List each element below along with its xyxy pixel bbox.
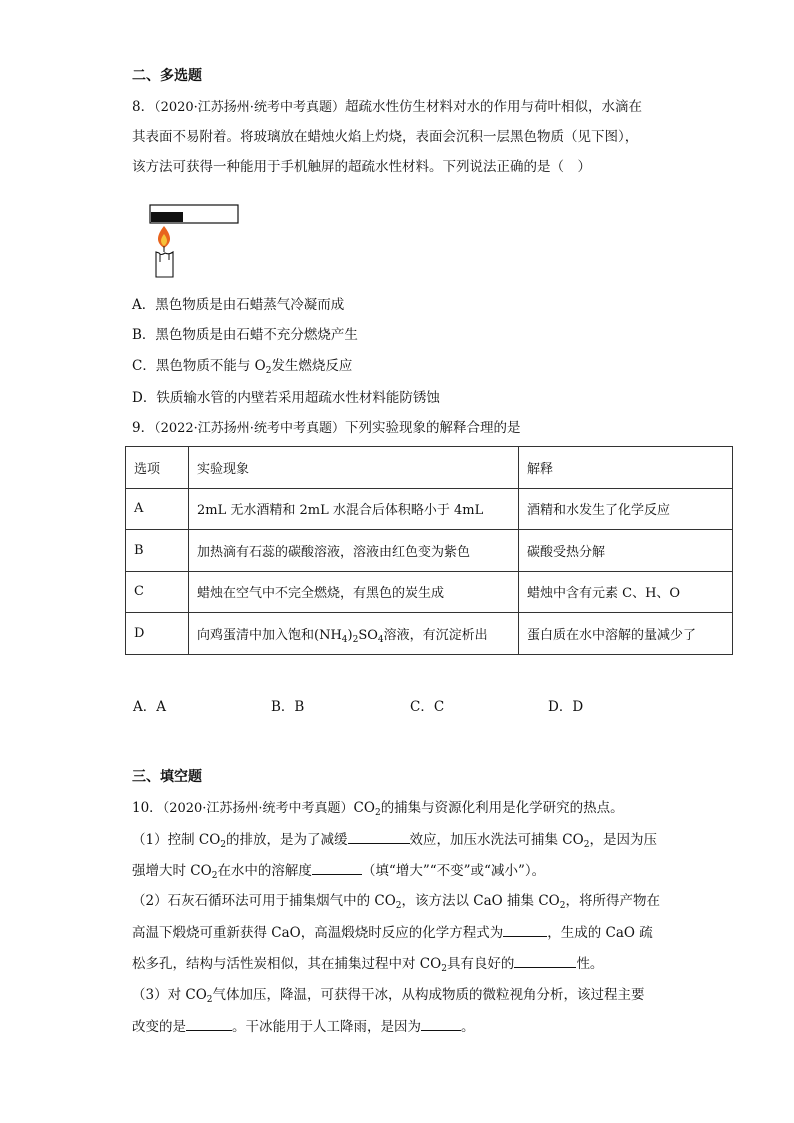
q8-option-a: A．黑色物质是由石蜡蒸气冷凝而成 bbox=[132, 297, 345, 313]
row-option: D bbox=[126, 613, 189, 655]
answer-blank[interactable] bbox=[421, 1016, 461, 1031]
q10-part1-line2: 强增大时 $CO_2$在水中的溶解度 （填“增大”“不变”或“减小”）。 bbox=[132, 860, 545, 881]
row-explanation: 蜡烛中含有元素 C、H、O bbox=[519, 571, 733, 613]
q9-answer-a: A．A bbox=[133, 699, 166, 715]
row-explanation: 蛋白质在水中溶解的量减少了 bbox=[519, 613, 733, 655]
table-row bbox=[126, 613, 733, 655]
row-phenomenon: 加热滴有石蕊的碳酸溶液，溶液由红色变为紫色 bbox=[189, 530, 519, 572]
row-option: A bbox=[126, 488, 189, 530]
header-phenomenon: 实验现象 bbox=[189, 447, 519, 489]
answer-blank[interactable] bbox=[186, 1016, 232, 1031]
question-source: （2020·江苏扬州·统考中考真题） bbox=[154, 100, 345, 115]
question-source: （2020·江苏扬州·统考中考真题） bbox=[162, 801, 354, 816]
header-option: 选项 bbox=[126, 447, 189, 489]
q9-answer-d: D．D bbox=[548, 699, 584, 715]
question-8-line-2: 其表面不易附着。将玻璃放在蜡烛火焰上灼烧，表面会沉积一层黑色物质（见下图）， bbox=[132, 129, 639, 145]
q8-option-d: D．铁质输水管的内壁若采用超疏水性材料能防锈蚀 bbox=[132, 390, 440, 406]
q10-part2-line3: 松多孔，结构与活性炭相似，其在捕集过程中对 $CO_2$具有良好的 性。 bbox=[132, 953, 603, 974]
answer-blank[interactable] bbox=[312, 860, 362, 875]
table-header-row bbox=[126, 447, 733, 489]
candle-body bbox=[156, 252, 173, 277]
row-option: B bbox=[126, 530, 189, 572]
table-row bbox=[126, 571, 733, 613]
q10-part2-line2: 高温下煅烧可重新获得 CaO，高温煅烧时反应的化学方程式为 ，生成的 CaO 疏 bbox=[132, 922, 653, 943]
q10-part3-line1: （3）对 $CO_2$气体加压，降温，可获得干冰，从构成物质的微粒视角分析，该过程主要 bbox=[132, 987, 645, 1005]
question-number: 8． bbox=[132, 99, 155, 115]
q9-answer-c: C．C bbox=[410, 699, 445, 715]
row-phenomenon: 2mL 无水酒精和 2mL 水混合后体积略小于 4mL bbox=[189, 488, 519, 530]
experiment-table bbox=[125, 446, 733, 655]
row-option: C bbox=[126, 571, 189, 613]
row-phenomenon: 蜡烛在空气中不完全燃烧，有黑色的炭生成 bbox=[189, 571, 519, 613]
q10-part1-line1: （1）控制 $CO_2$的排放，是为了减缓 效应，加压水洗法可捕集 $CO_2$，是因为压 bbox=[132, 829, 657, 850]
row-explanation: 碳酸受热分解 bbox=[519, 530, 733, 572]
question-8-line-3: 该方法可获得一种能用于手机触屏的超疏水性材料。下列说法正确的是（ ） bbox=[132, 159, 591, 175]
question-9-line bbox=[132, 418, 520, 439]
black-deposit bbox=[151, 212, 183, 222]
question-8-line-1 bbox=[132, 97, 642, 118]
header-explanation: 解释 bbox=[519, 447, 733, 489]
question-text: 超疏水性仿生材料对水的作用与荷叶相似，水滴在 bbox=[344, 99, 642, 115]
section-heading-fill-blank: 三、填空题 bbox=[132, 769, 202, 785]
section-heading-multiple-choice: 二、多选题 bbox=[132, 68, 202, 84]
question-number: 10． bbox=[132, 800, 163, 816]
q8-option-b: B．黑色物质是由石蜡不充分燃烧产生 bbox=[132, 327, 358, 343]
q10-part3-line2: 改变的是 。干冰能用于人工降雨，是因为 。 bbox=[132, 1016, 475, 1037]
row-phenomenon: 向鸡蛋清中加入饱和$(NH_4)_2SO_4$溶液，有沉淀析出 bbox=[189, 613, 519, 655]
answer-blank[interactable] bbox=[348, 829, 410, 844]
answer-blank[interactable] bbox=[514, 953, 576, 968]
candle-glass-figure bbox=[146, 202, 242, 282]
table-row bbox=[126, 488, 733, 530]
question-10-line: 10．（2020·江苏扬州·统考中考真题）$CO_2$的捕集与资源化利用是化学研究的热点。 bbox=[132, 800, 624, 818]
answer-blank[interactable] bbox=[503, 922, 547, 937]
q8-option-c: C．黑色物质不能与 $O_2$发生燃烧反应 bbox=[132, 358, 353, 376]
question-text: 下列实验现象的解释合理的是 bbox=[344, 420, 521, 436]
row-explanation: 酒精和水发生了化学反应 bbox=[519, 488, 733, 530]
q10-part2-line1: （2）石灰石循环法可用于捕集烟气中的 $CO_2$，该方法以 CaO 捕集 $CO_2$，将所得产物在 bbox=[132, 893, 660, 911]
question-source: （2022·江苏扬州·统考中考真题） bbox=[154, 421, 345, 436]
table-row bbox=[126, 530, 733, 572]
q9-answer-b: B．B bbox=[271, 699, 305, 715]
question-number: 9． bbox=[132, 420, 155, 436]
